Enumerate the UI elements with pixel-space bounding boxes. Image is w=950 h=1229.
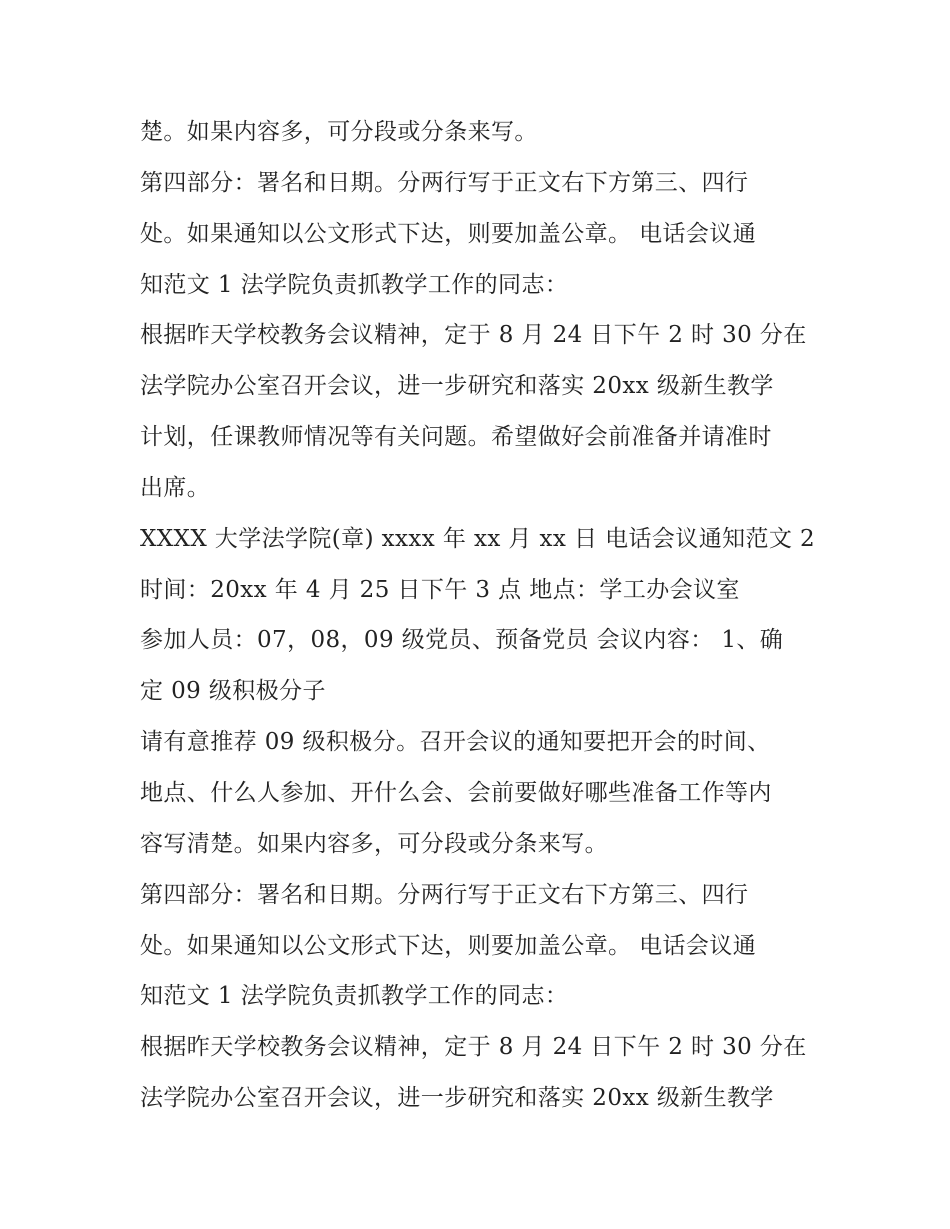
text-line: 第四部分：署名和日期。分两行写于正文右下方第三、四行 (140, 169, 749, 196)
text-line: XXXX 大学法学院(章) xxxx 年 xx 月 xx 日 电话会议通知范文 2 (140, 525, 816, 552)
text-line: 法学院办公室召开会议，进一步研究和落实 20xx 级新生教学 (140, 1085, 774, 1112)
text-line: 根据昨天学校教务会议精神，定于 8 月 24 日下午 2 时 30 分在 (140, 1034, 807, 1061)
text-line: 定 09 级积极分子 (140, 678, 326, 705)
text-line: 容写清楚。如果内容多，可分段或分条来写。 (140, 830, 608, 857)
text-line: 计划，任课教师情况等有关问题。希望做好会前准备并请准时 (140, 424, 772, 451)
text-line: 知范文 1 法学院负责抓教学工作的同志： (140, 271, 569, 298)
text-line: 法学院办公室召开会议，进一步研究和落实 20xx 级新生教学 (140, 373, 774, 400)
text-line: 参加人员：07，08，09 级党员、预备党员 会议内容： 1、确 (140, 627, 784, 654)
text-line: 时间：20xx 年 4 月 25 日下午 3 点 地点：学工办会议室 (140, 576, 740, 603)
document-body (140, 107, 830, 1124)
text-line: 处。如果通知以公文形式下达，则要加盖公章。 电话会议通 (140, 220, 757, 247)
text-line: 第四部分：署名和日期。分两行写于正文右下方第三、四行 (140, 881, 749, 908)
text-line: 处。如果通知以公文形式下达，则要加盖公章。 电话会议通 (140, 932, 757, 959)
text-line: 知范文 1 法学院负责抓教学工作的同志： (140, 983, 569, 1010)
text-line: 地点、什么人参加、开什么会、会前要做好哪些准备工作等内 (140, 779, 772, 806)
text-line: 请有意推荐 09 级积极分。召开会议的通知要把开会的时间、 (140, 729, 771, 756)
text-line: 根据昨天学校教务会议精神，定于 8 月 24 日下午 2 时 30 分在 (140, 322, 807, 349)
text-line: 出席。 (140, 474, 211, 501)
text-line: 楚。如果内容多，可分段或分条来写。 (140, 119, 538, 145)
